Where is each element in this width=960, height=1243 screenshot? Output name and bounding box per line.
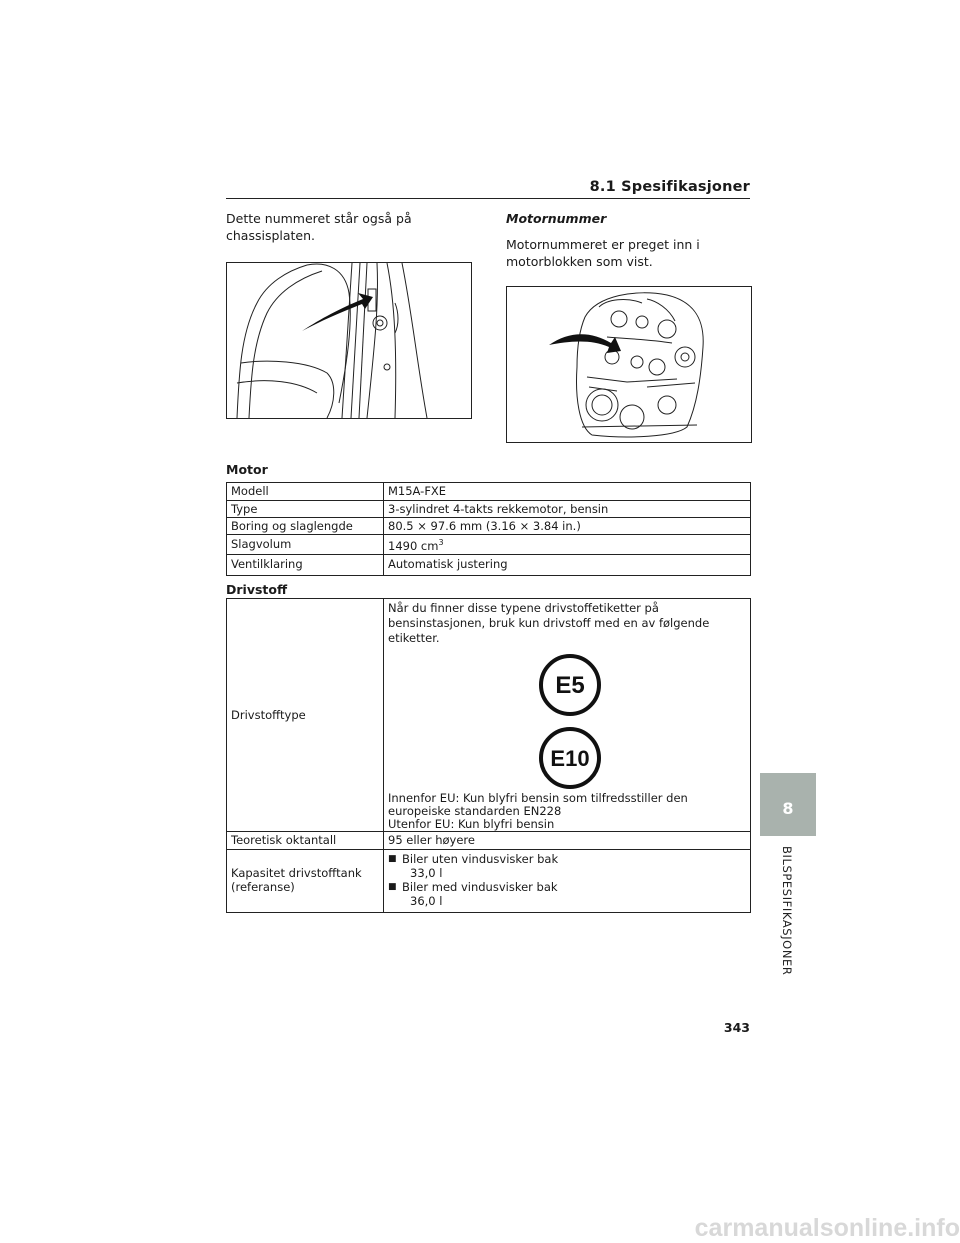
motor-value: M15A-FXE <box>384 483 751 501</box>
capacity-cell <box>384 850 751 913</box>
chapter-label-container <box>778 846 798 986</box>
motor-key: Type <box>227 501 384 518</box>
table-row <box>227 483 751 501</box>
table-row <box>227 535 751 555</box>
bullet-icon: ■ <box>388 854 397 864</box>
motor-value: Automatisk justering <box>384 554 751 575</box>
table-row <box>227 850 751 913</box>
displacement-unit-exponent: 3 <box>438 538 444 547</box>
engine-number-heading: Motornummer <box>506 211 607 226</box>
motor-table <box>226 482 751 576</box>
motor-key: Boring og slaglengde <box>227 518 384 535</box>
table-row <box>227 518 751 535</box>
fuel-type-intro: Når du finner disse typene drivstoffetiketter på bensinstasjonen, bruk kun drivstoff med en av følgende etiketter. <box>388 601 710 645</box>
seat-illustration <box>227 263 471 418</box>
table-row <box>227 599 751 832</box>
engine-illustration <box>507 287 751 442</box>
fuel-type-cell <box>384 599 751 832</box>
fuel-non-eu-note: Utenfor EU: Kun blyfri bensin <box>388 817 555 831</box>
capacity-value: 33,0 l <box>410 866 443 880</box>
engine-figure <box>506 286 752 443</box>
e5-badge: E5 <box>539 654 601 716</box>
motor-value: 80.5 × 97.6 mm (3.16 × 3.84 in.) <box>384 518 751 535</box>
e10-badge: E10 <box>539 727 601 789</box>
motor-heading: Motor <box>226 462 268 477</box>
octane-value: 95 eller høyere <box>384 832 751 850</box>
watermark: carmanualsonline.info <box>694 1214 960 1242</box>
list-item <box>388 852 750 866</box>
capacity-label: Biler med vindusvisker bak <box>402 880 558 894</box>
bullet-icon: ■ <box>388 882 397 892</box>
table-row <box>227 554 751 575</box>
table-row <box>227 501 751 518</box>
motor-value-cell <box>384 535 751 555</box>
capacity-label: Biler uten vindusvisker bak <box>402 852 559 866</box>
list-item <box>388 880 750 894</box>
motor-value: 3-sylindret 4-takts rekkemotor, bensin <box>384 501 751 518</box>
chapter-tab <box>760 773 816 836</box>
fuel-type-key: Drivstofftype <box>227 599 384 832</box>
chassis-plate-figure <box>226 262 472 419</box>
fuel-badges <box>388 646 746 792</box>
chapter-label: BILSPESIFIKASJONER <box>780 846 794 976</box>
displacement-value: 1490 cm <box>388 538 439 553</box>
motor-key: Ventilklaring <box>227 554 384 575</box>
motor-key: Modell <box>227 483 384 501</box>
fuel-table <box>226 598 751 913</box>
fuel-heading: Drivstoff <box>226 582 288 597</box>
chapter-number: 8 <box>782 799 794 818</box>
capacity-key: Kapasitet drivstofftank (referanse) <box>227 850 384 913</box>
table-row <box>227 832 751 850</box>
section-title: 8.1 Spesifikasjoner <box>589 179 750 195</box>
header-divider <box>226 198 750 199</box>
octane-key: Teoretisk oktantall <box>227 832 384 850</box>
page-number: 343 <box>723 1020 750 1035</box>
chassis-note: Dette nummeret står også på chassisplaten. <box>226 211 412 243</box>
motor-key: Slagvolum <box>227 535 384 555</box>
capacity-value: 36,0 l <box>410 894 443 908</box>
fuel-eu-note: Innenfor EU: Kun blyfri bensin som tilfredsstiller den europeiske standarden EN228 <box>388 791 688 818</box>
engine-number-text: Motornummeret er preget inn i motorblokken som vist. <box>506 237 700 269</box>
